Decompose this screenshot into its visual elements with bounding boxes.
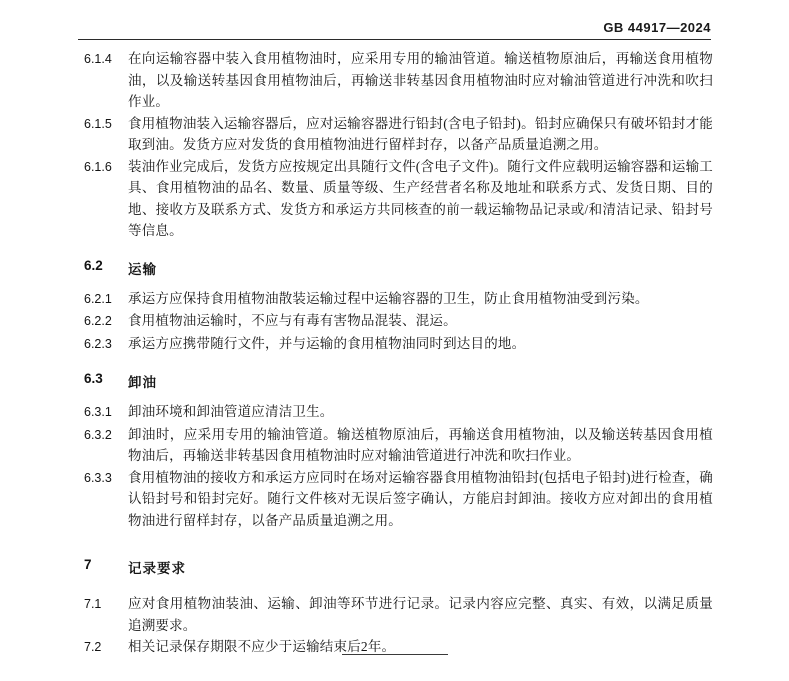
section-number: 6.2: [84, 257, 103, 273]
clause-text: 食用植物油的接收方和承运方应同时在场对运输容器食用植物油铅封(包括电子铅封)进行检查，确认铅封号和铅封完好。随行文件核对无误后签字确认，方能启封卸油。接收方应对卸出的食用植物油进行留样封存，以备产品质量追溯之用。: [128, 469, 713, 528]
document-body: [84, 48, 713, 659]
clause-7-2: [84, 636, 713, 659]
clause-number: 6.3.1: [84, 405, 112, 419]
clause-6-1-5: [84, 113, 713, 156]
clause-7-1: [84, 593, 713, 636]
clause-6-2-1: [84, 288, 713, 311]
clause-text: 卸油时，应采用专用的输油管道。输送植物原油后，再输送食用植物油，以及输送转基因食用植物油后，再输送非转基因食用植物油时应对输油管道进行冲洗和吹扫作业。: [128, 426, 713, 463]
clause-6-2-3: [84, 333, 713, 356]
clause-number: 6.2.1: [84, 291, 112, 306]
section-number: 7: [84, 557, 92, 572]
clause-6-1-4: [84, 48, 713, 113]
clause-number: 6.3.3: [84, 470, 112, 485]
clause-number: 6.3.2: [84, 427, 112, 442]
clause-group-7: [84, 593, 713, 659]
clause-text: 承运方应保持食用植物油散装运输过程中运输容器的卫生，防止食用植物油受到污染。: [128, 290, 649, 306]
clause-group-6-2: [84, 288, 713, 356]
clause-number: 7.2: [84, 640, 102, 654]
clause-number: 6.2.3: [84, 336, 112, 351]
clause-number: 6.2.2: [84, 314, 112, 328]
clause-group-6-1: [84, 48, 713, 242]
section-heading-6-2: [84, 258, 713, 278]
clause-text: 食用植物油装入运输容器后，应对运输容器进行铅封(含电子铅封)。铅封应确保只有破坏铅封才能取到油。发货方应对发货的食用植物油进行留样封存，以备产品质量追溯之用。: [128, 115, 713, 152]
clause-text: 应对食用植物油装油、运输、卸油等环节进行记录。记录内容应完整、真实、有效，以满足质量追溯要求。: [128, 596, 713, 633]
clause-text: 在向运输容器中装入食用植物油时，应采用专用的输油管道。输送植物原油后，再输送食用植物油，以及输送转基因食用植物油后，再输送非转基因食用植物油时应对输油管道进行冲洗和吹扫作业。: [128, 51, 713, 109]
clause-text: 相关记录保存期限不应少于运输结束后2年。: [128, 639, 396, 654]
section-title: 运输: [128, 261, 157, 277]
clause-6-3-3: [84, 467, 713, 532]
page-header: [603, 20, 711, 35]
clause-6-1-6: [84, 156, 713, 242]
clause-6-2-2: [84, 310, 713, 333]
clause-number: 6.1.5: [84, 116, 112, 131]
header-divider: [78, 39, 711, 40]
section-heading-6-3: [84, 371, 713, 391]
clause-number: 7.1: [84, 597, 102, 611]
section-title: 记录要求: [128, 561, 186, 576]
standard-code: GB 44917—2024: [603, 20, 711, 35]
section-heading-7: [84, 557, 713, 577]
clause-text: 承运方应携带随行文件，并与运输的食用植物油同时到达目的地。: [128, 335, 526, 351]
clause-text: 卸油环境和卸油管道应清洁卫生。: [128, 404, 334, 419]
clause-number: 6.1.4: [84, 52, 112, 66]
section-number: 6.3: [84, 371, 103, 386]
clause-text: 食用植物油运输时，不应与有毒有害物品混装、混运。: [128, 313, 457, 328]
section-title: 卸油: [128, 375, 157, 390]
clause-6-3-2: [84, 424, 713, 467]
clause-6-3-1: [84, 401, 713, 424]
clause-group-6-3: [84, 401, 713, 531]
footer-divider: [342, 654, 448, 655]
clause-number: 6.1.6: [84, 159, 112, 174]
clause-text: 装油作业完成后，发货方应按规定出具随行文件(含电子文件)。随行文件应载明运输容器和运输工具、食用植物油的品名、数量、质量等级、生产经营者名称及地址和联系方式、发货日期、目的地、接收方及联系方式、发货方和承运方共同核查的前一载运输物品记录或/和清洁记录、铅封号等信息。: [128, 158, 713, 238]
